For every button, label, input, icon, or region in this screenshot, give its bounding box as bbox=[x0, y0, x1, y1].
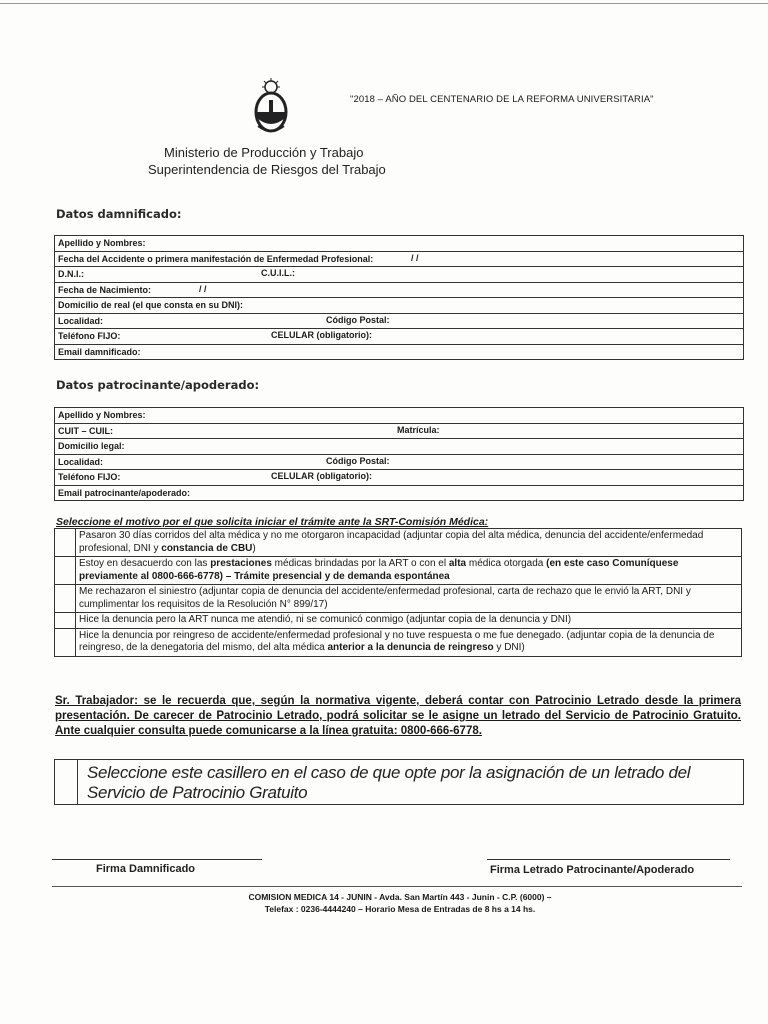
motivo-2-bold-d: alta bbox=[448, 558, 467, 569]
patrocinio-gratuito-text: Seleccione este casillero en el caso de que opte por la asignación de un letrado del Servicio de Patrocinio Gratuito bbox=[87, 763, 691, 802]
label-email: Email damnificado: bbox=[58, 346, 141, 357]
motivo-2-text-c: médicas brindadas por la ART o con el bbox=[271, 558, 449, 569]
label-dni: D.N.I.: bbox=[58, 269, 84, 280]
label-fecha-nacimiento: Fecha de Nacimiento: bbox=[58, 284, 152, 295]
label-celular: CELULAR (obligatorio): bbox=[271, 471, 372, 481]
label-codigo-postal: Código Postal: bbox=[326, 314, 390, 325]
motivo-title: Seleccione el motivo por el que solicita iniciar el trámite ante la SRT-Comisión Médica: bbox=[56, 516, 489, 528]
superintendency-name: Superintendencia de Riesgos del Trabajo bbox=[148, 162, 386, 177]
label-matricula: Matrícula: bbox=[397, 424, 440, 435]
label-apellido: Apellido y Nombres: bbox=[58, 238, 146, 249]
motivo-2-text-e: médica otorgada bbox=[466, 558, 547, 569]
field-email[interactable] bbox=[55, 344, 744, 360]
label-domicilio-legal: Domicilio legal: bbox=[58, 441, 125, 452]
signature-label-letrado: Firma Letrado Patrocinante/Apoderado bbox=[490, 864, 695, 876]
motivo-2-bold-f: (en este caso Comuníquese previamente al 0800-666-6778) – Trámite presencial y de demanda espontánea bbox=[79, 558, 679, 582]
patrocinante-form bbox=[54, 407, 744, 501]
label-cuit: CUIT – CUIL: bbox=[58, 425, 113, 436]
scan-edge-line bbox=[0, 3, 768, 4]
year-slogan: "2018 – AÑO DEL CENTENARIO DE LA REFORMA UNIVERSITARIA" bbox=[350, 94, 654, 105]
motivo-1-bold: constancia de CBU bbox=[161, 542, 253, 554]
section-title-patrocinante: Datos patrocinante/apoderado: bbox=[56, 378, 260, 392]
motivo-row-2 bbox=[55, 557, 742, 585]
motivo-5-text: Hice la denuncia por reingreso de accidente/enfermedad profesional y no tuve respuesta o me fue denegado. (adjuntar copia de la denuncia de reingreso, de la denegatoria del mismo, del alta médica bbox=[79, 629, 715, 653]
patrocinio-gratuito-box bbox=[54, 759, 744, 805]
label-apellido: Apellido y Nombres: bbox=[58, 410, 146, 421]
motivo-row-4 bbox=[55, 613, 742, 629]
field-fecha-accidente[interactable] bbox=[55, 251, 744, 267]
label-celular: CELULAR (obligatorio): bbox=[271, 330, 372, 340]
patrocinio-gratuito-checkbox[interactable] bbox=[55, 760, 78, 804]
field-fecha-nacimiento[interactable] bbox=[55, 282, 744, 298]
field-localidad-cp[interactable] bbox=[55, 313, 744, 329]
field-domicilio-legal[interactable] bbox=[55, 439, 744, 455]
field-email-patrocinante[interactable] bbox=[55, 485, 744, 501]
motivo-checkbox-3[interactable] bbox=[55, 585, 76, 613]
field-telefono-celular[interactable] bbox=[55, 329, 744, 345]
motivo-2-bold-b: prestaciones bbox=[210, 558, 272, 569]
patrocinio-notice: Sr. Trabajador: se le recuerda que, según la normativa vigente, deberá contar con Patrocinio Letrado desde la primera presentación. De carecer de Patrocinio Letrado, podrá solicitar se le asigne un letrado del Servicio de Patrocinio Gratuito. Ante cualquier consulta puede comunicarse a la línea gratuita: 0800-666-6778. bbox=[55, 695, 741, 737]
field-apellido-patrocinante[interactable] bbox=[55, 408, 744, 424]
motivo-checkbox-4[interactable] bbox=[55, 613, 76, 629]
footer-address bbox=[150, 891, 650, 915]
motivo-1-end: ) bbox=[252, 542, 256, 554]
label-fecha-accidente: Fecha del Accidente o primera manifestación de Enfermedad Profesional: bbox=[58, 253, 374, 264]
ministry-header bbox=[148, 144, 386, 178]
motivo-5-end: y DNI) bbox=[493, 642, 525, 653]
label-email: Email patrocinante/apoderado: bbox=[58, 487, 191, 498]
motivo-1-text: Pasaron 30 días corridos del alta médica y no me otorgaron incapacidad (adjuntar copia del alta médica, denuncia del accidente/enfermedad profesional, DNI y bbox=[79, 530, 704, 554]
section-title-damnificado: Datos damnificado: bbox=[56, 207, 182, 221]
label-codigo-postal: Código Postal: bbox=[326, 455, 390, 466]
footer-line-2: Telefax : 0236-4444240 – Horario Mesa de Entradas de 8 hs a 14 hs. bbox=[264, 904, 536, 914]
label-localidad: Localidad: bbox=[58, 315, 104, 326]
motivo-checkbox-2[interactable] bbox=[55, 557, 76, 585]
motivo-row-5 bbox=[55, 628, 742, 656]
field-domicilio[interactable] bbox=[55, 298, 744, 314]
motivo-row-1 bbox=[55, 529, 742, 557]
ministry-name: Ministerio de Producción y Trabajo bbox=[164, 145, 364, 160]
motivo-5-bold: anterior a la denuncia de reingreso bbox=[327, 642, 494, 653]
signature-label-damnificado: Firma Damnificado bbox=[96, 863, 196, 875]
motivo-text-2 bbox=[76, 557, 742, 585]
motivo-checkbox-5[interactable] bbox=[55, 628, 76, 656]
motivo-row-3 bbox=[55, 585, 742, 613]
footer-line-1: COMISION MEDICA 14 - JUNIN - Avda. San Martín 443 - Junin - C.P. (6000) – bbox=[248, 892, 552, 902]
field-localidad-cp-patrocinante[interactable] bbox=[55, 454, 744, 470]
coat-of-arms-icon bbox=[250, 78, 292, 134]
field-cuit-matricula[interactable] bbox=[55, 423, 744, 439]
label-cuil: C.U.I.L.: bbox=[261, 268, 295, 278]
motivo-text-5 bbox=[76, 628, 742, 656]
date-slashes: / / bbox=[411, 252, 419, 263]
field-apellido[interactable] bbox=[55, 236, 744, 252]
label-telefono: Teléfono FIJO: bbox=[58, 331, 121, 342]
damnificado-form bbox=[54, 235, 744, 360]
field-dni-cuil[interactable] bbox=[55, 267, 744, 283]
motivo-text-4: Hice la denuncia pero la ART nunca me atendió, ni se comunicó conmigo (adjuntar copia de la denuncia y DNI) bbox=[76, 613, 742, 629]
signature-line-damnificado bbox=[52, 859, 262, 860]
date-slashes: / / bbox=[199, 283, 207, 294]
label-domicilio: Domicilio de real (el que consta en su DNI): bbox=[58, 300, 244, 311]
motivo-checkbox-1[interactable] bbox=[55, 529, 76, 557]
signature-line-letrado bbox=[487, 859, 730, 860]
label-telefono: Teléfono FIJO: bbox=[58, 472, 121, 483]
motivo-text-1 bbox=[76, 529, 742, 557]
motivo-text-3: Me rechazaron el siniestro (adjuntar copia de denuncia del accidente/enfermedad profesional, carta de rechazo que le envió la ART, DNI y cumplimentar los requisitos de la Resolución N° 899/17) bbox=[76, 585, 742, 613]
footer-divider bbox=[52, 886, 742, 887]
label-localidad: Localidad: bbox=[58, 456, 104, 467]
motivo-2-text-a: Estoy en desacuerdo con las bbox=[79, 558, 211, 569]
motivos-table bbox=[54, 528, 742, 657]
field-telefono-celular-patrocinante[interactable] bbox=[55, 470, 744, 486]
